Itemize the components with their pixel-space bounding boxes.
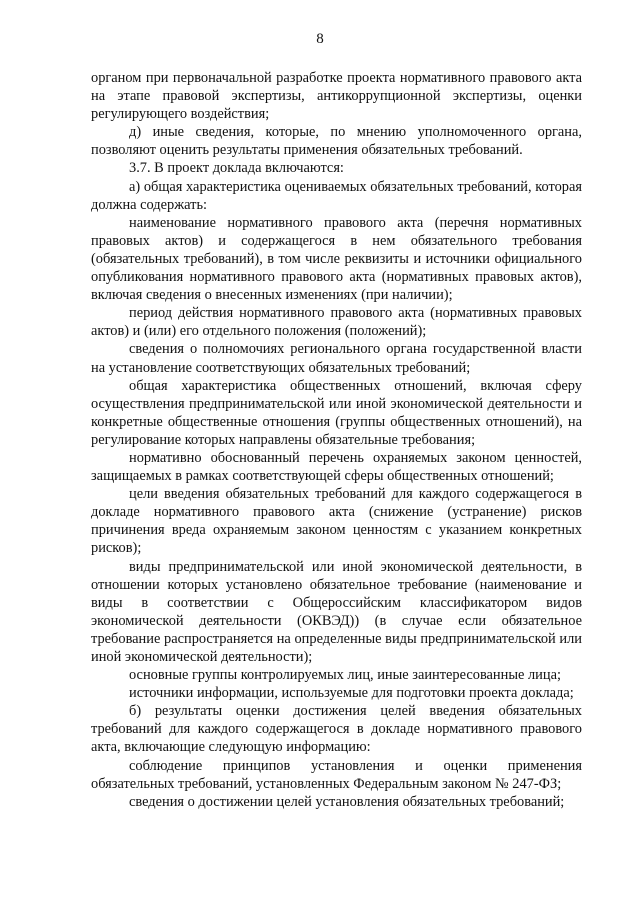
paragraph-15: соблюдение принципов установления и оценки применения обязательных требований, установленных Федеральным законом № 247-ФЗ; <box>91 757 582 792</box>
paragraph-2: д) иные сведения, которые, по мнению уполномоченного органа, позволяют оценить результаты применения обязательных требований. <box>91 124 582 159</box>
paragraph-8: общая характеристика общественных отношений, включая сферу осуществления предпринимательской или иной экономической деятельности и конкретные общественные отношения (группы общественных отношений), на регулирование которых направлены обязательные требования; <box>91 377 582 448</box>
paragraph-10: цели введения обязательных требований для каждого содержащегося в докладе нормативного правового акта (снижение (устранение) рисков причинения вреда охраняемым законом ценностям с указанием конкретных рисков); <box>91 486 582 557</box>
paragraph-9: нормативно обоснованный перечень охраняемых законом ценностей, защищаемых в рамках соответствующей сферы общественных отношений; <box>91 449 582 485</box>
paragraph-5: наименование нормативного правового акта (перечня нормативных правовых актов) и содержащегося в нем обязательного требования (обязательных требований), в том числе реквизиты и источники официального опубликования нормативного правового акта (нормативных правовых актов), включая сведения о внесенных изменениях (при наличии); <box>91 214 582 304</box>
paragraph-13: источники информации, используемые для подготовки проекта доклада; <box>129 685 574 702</box>
paragraph-6: период действия нормативного правового акта (нормативных правовых актов) и (или) его отдельного положения (положений); <box>91 305 582 340</box>
paragraph-4: а) общая характеристика оцениваемых обязательных требований, которая должна содержать: <box>91 178 582 213</box>
paragraph-11: виды предпринимательской или иной экономической деятельности, в отношении которых установлено обязательное требование (наименование и виды в соответствии с Общероссийским классификатором видов экономической деятельности (ОКВЭД)) (в случае если обязательное требование распространяется на определенные виды предпринимательской или иной экономической деятельности); <box>91 558 582 665</box>
paragraph-3: 3.7. В проект доклада включаются: <box>129 160 344 177</box>
paragraph-16: сведения о достижении целей установления обязательных требований; <box>129 793 565 810</box>
paragraph-7: сведения о полномочиях регионального органа государственной власти на установление соответствующих обязательных требований; <box>91 341 582 376</box>
document-body <box>91 69 582 811</box>
paragraph-14: б) результаты оценки достижения целей введения обязательных требований для каждого содержащегося в докладе нормативного правового акта, включающие следующую информацию: <box>91 703 582 756</box>
page-number: 8 <box>316 31 324 47</box>
paragraph-1: органом при первоначальной разработке проекта нормативного правового акта на этапе правовой экспертизы, антикоррупционной экспертизы, оценки регулирующего воздействия; <box>91 70 582 123</box>
paragraph-12: основные группы контролируемых лиц, иные заинтересованные лица; <box>129 667 561 684</box>
